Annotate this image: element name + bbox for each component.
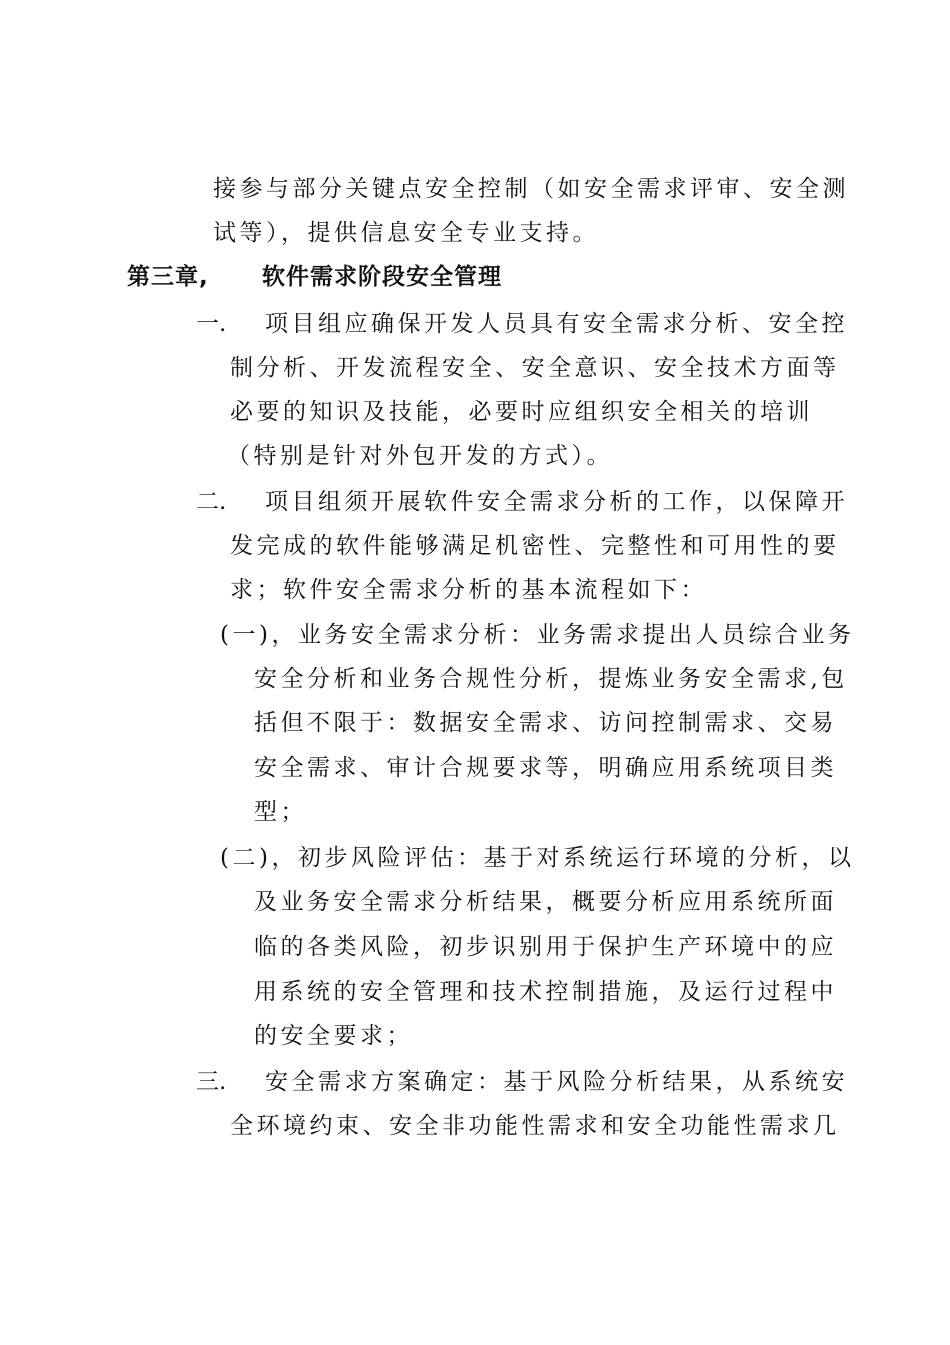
sub-1-line-2: 安全分析和业务合规性分析，提炼业务安全需求,包 <box>254 666 848 692</box>
sub-2-line-2: 及业务安全需求分析结果，概要分析应用系统所面 <box>254 889 837 915</box>
section-1-line-3: 必要的知识及技能，必要时应组织安全相关的培训 <box>230 399 813 425</box>
sub-2-line-4: 用系统的安全管理和技术控制措施，及运行过程中 <box>254 979 837 1005</box>
sub-2-line-3: 临的各类风险，初步识别用于保护生产环境中的应 <box>254 934 837 960</box>
section-2-number: 二. <box>196 489 227 515</box>
section-1-line-4: （特别是针对外包开发的方式）。 <box>227 443 613 469</box>
section-1-number: 一. <box>196 311 227 337</box>
section-2-line-2: 发完成的软件能够满足机密性、完整性和可用性的要 <box>230 533 840 559</box>
sub-1-line-5: 型； <box>254 799 307 825</box>
chapter-label: 第三章, <box>127 264 209 290</box>
sub-2-line-5: 的安全要求； <box>254 1023 413 1049</box>
intro-line-1: 接参与部分关键点安全控制（如安全需求评审、安全测 <box>213 176 849 202</box>
sub-1-line-4: 安全需求、审计合规要求等，明确应用系统项目类 <box>254 755 837 781</box>
sub-2-line-1: (二)，初步风险评估：基于对系统运行环境的分析，以 <box>220 845 855 871</box>
sub-1-line-3: 括但不限于：数据安全需求、访问控制需求、交易 <box>254 710 837 736</box>
section-2-line-3: 求；软件安全需求分析的基本流程如下： <box>230 577 707 603</box>
chapter-title: 软件需求阶段安全管理 <box>262 264 502 290</box>
section-1-line-1: 项目组应确保开发人员具有安全需求分析、安全控 <box>265 311 848 337</box>
section-3-line-2: 全环境约束、安全非功能性需求和安全功能性需求几 <box>230 1113 840 1139</box>
sub-1-line-1: (一)，业务安全需求分析：业务需求提出人员综合业务 <box>220 622 855 648</box>
section-2-line-1: 项目组须开展软件安全需求分析的工作，以保障开 <box>265 489 848 515</box>
section-1-line-2: 制分析、开发流程安全、安全意识、安全技术方面等 <box>230 355 840 381</box>
intro-line-2: 试等），提供信息安全专业支持。 <box>213 220 599 246</box>
section-3-number: 三. <box>196 1069 227 1095</box>
section-3-line-1: 安全需求方案确定：基于风险分析结果，从系统安 <box>265 1069 848 1095</box>
